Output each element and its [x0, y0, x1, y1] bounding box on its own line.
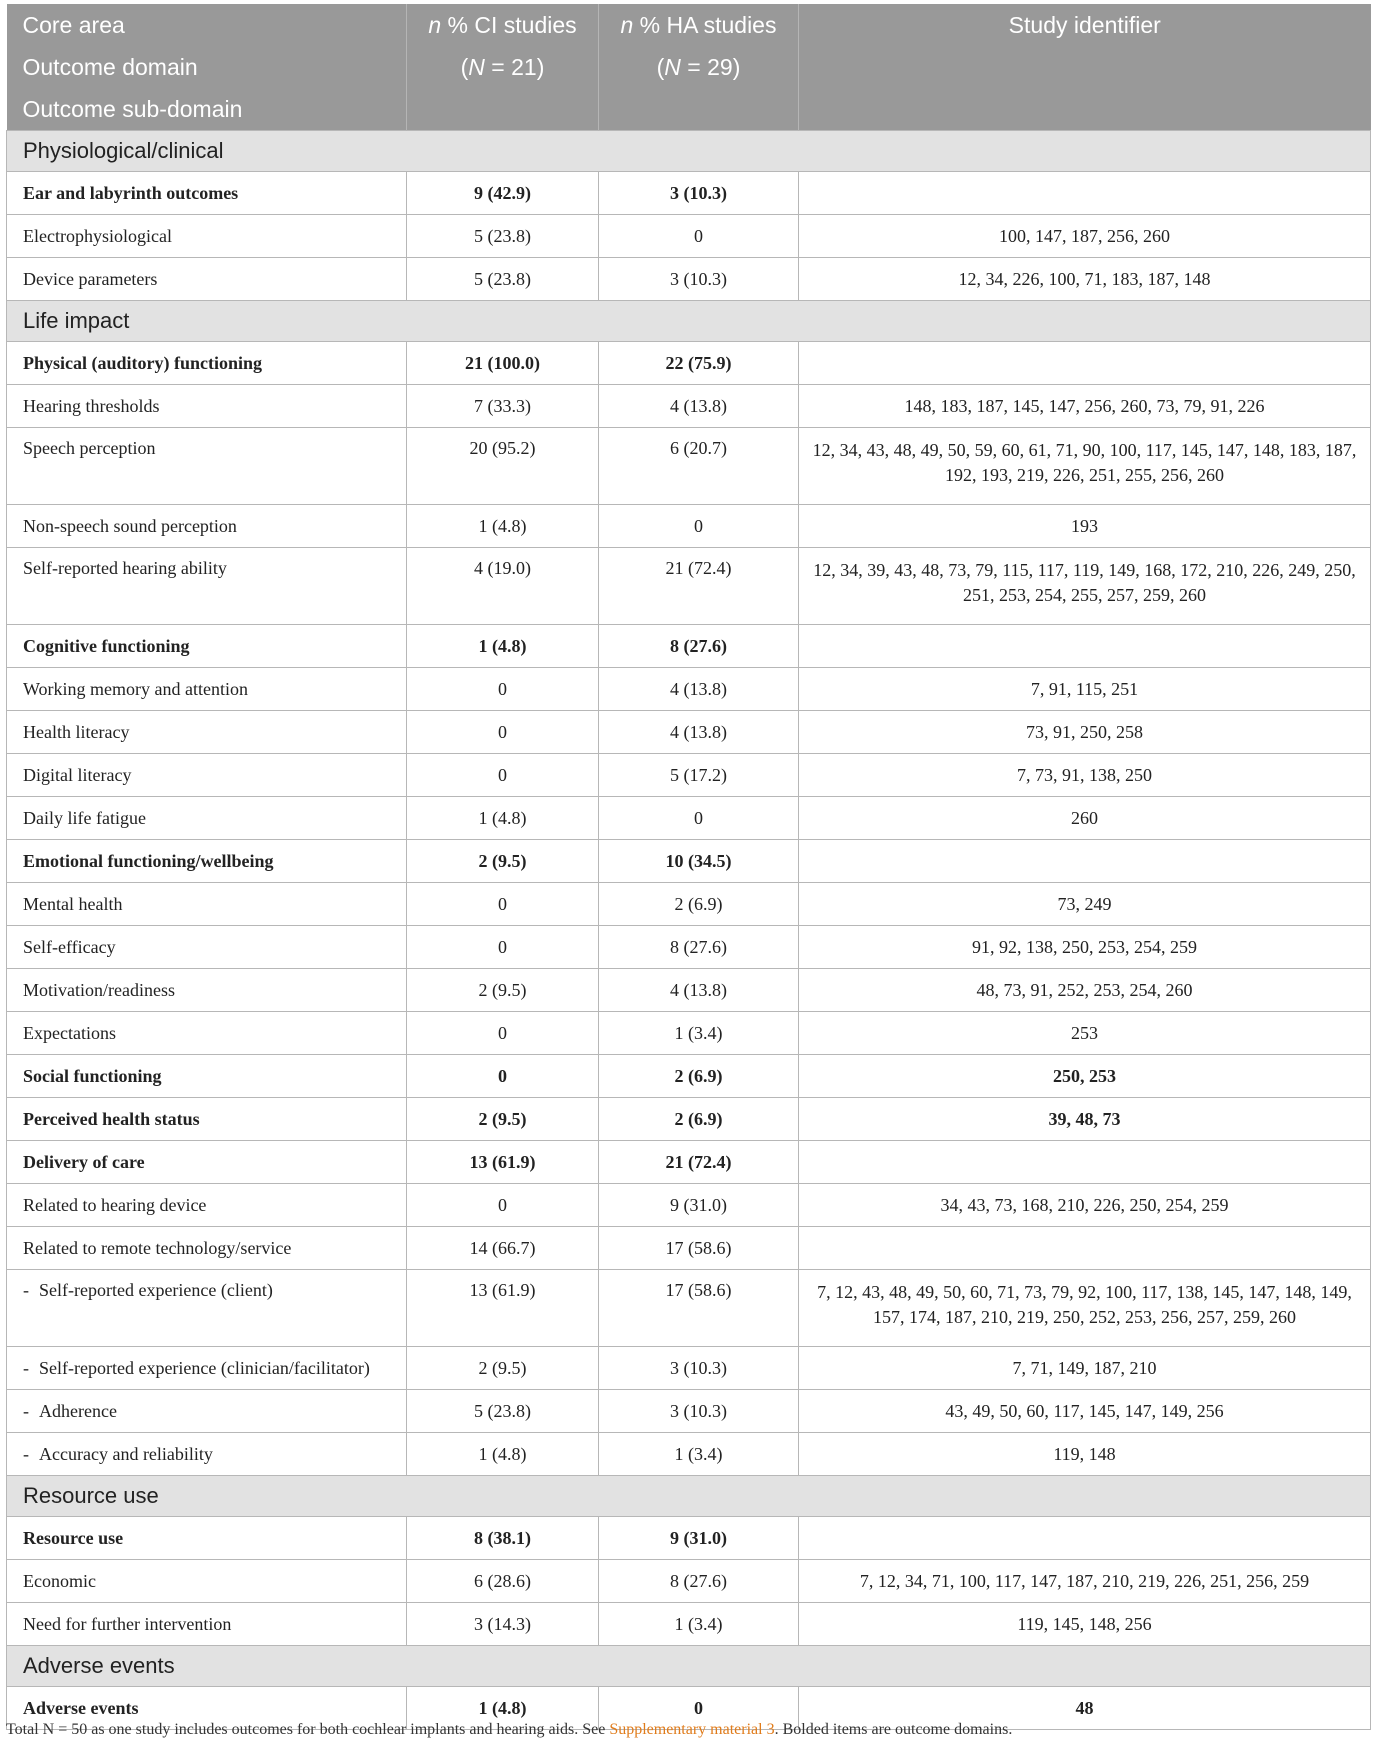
domain-row [7, 342, 1371, 385]
ci-count-cell: 5 (23.8) [407, 215, 599, 258]
subdomain-row [7, 711, 1371, 754]
ha-count-cell: 8 (27.6) [599, 1560, 799, 1603]
subdomain-row [7, 668, 1371, 711]
core-area-label: Adverse events [7, 1646, 1371, 1687]
outcome-domain-label: Emotional functioning/wellbeing [7, 840, 407, 883]
outcome-subdomain-label: Health literacy [7, 711, 407, 754]
study-identifier-cell: 119, 145, 148, 256 [799, 1603, 1371, 1646]
subdomain-row [7, 428, 1371, 505]
subdomain-row [7, 883, 1371, 926]
ha-count-cell: 1 (3.4) [599, 1012, 799, 1055]
outcome-domain-label: Cognitive functioning [7, 625, 407, 668]
header-ci-total: (N = 21) [407, 46, 599, 88]
ci-count-cell: 14 (66.7) [407, 1227, 599, 1270]
section-row [7, 301, 1371, 342]
domain-row [7, 1098, 1371, 1141]
ha-count-cell: 4 (13.8) [599, 385, 799, 428]
header-empty [799, 46, 1371, 88]
core-area-label: Resource use [7, 1476, 1371, 1517]
ci-count-cell: 20 (95.2) [407, 428, 599, 505]
study-identifier-cell [799, 1141, 1371, 1184]
ci-count-cell: 1 (4.8) [407, 625, 599, 668]
ci-count-cell: 0 [407, 883, 599, 926]
ha-count-cell: 9 (31.0) [599, 1517, 799, 1560]
study-identifier-cell: 253 [799, 1012, 1371, 1055]
outcome-subdomain-label: Electrophysiological [7, 215, 407, 258]
ha-count-cell: 17 (58.6) [599, 1270, 799, 1347]
outcome-subdomain-label: Hearing thresholds [7, 385, 407, 428]
study-identifier-cell: 260 [799, 797, 1371, 840]
table-body [7, 131, 1371, 1730]
ci-count-cell: 21 (100.0) [407, 342, 599, 385]
outcome-subdomain-label: Device parameters [7, 258, 407, 301]
ha-count-cell: 8 (27.6) [599, 625, 799, 668]
ci-count-cell: 2 (9.5) [407, 840, 599, 883]
ha-count-cell: 0 [599, 1687, 799, 1730]
outcome-domain-label: Perceived health status [7, 1098, 407, 1141]
ci-count-cell: 1 (4.8) [407, 505, 599, 548]
ci-count-cell: 1 (4.8) [407, 1433, 599, 1476]
domain-row [7, 840, 1371, 883]
ha-count-cell: 0 [599, 215, 799, 258]
ci-count-cell: 0 [407, 754, 599, 797]
domain-row [7, 172, 1371, 215]
domain-row [7, 625, 1371, 668]
ci-count-cell: 1 (4.8) [407, 1687, 599, 1730]
ci-count-cell: 13 (61.9) [407, 1141, 599, 1184]
outcome-subdomain-label: Working memory and attention [7, 668, 407, 711]
subdomain-row [7, 505, 1371, 548]
subdomain-text: Accuracy and reliability [39, 1443, 213, 1464]
ha-count-cell: 2 (6.9) [599, 1098, 799, 1141]
header-empty [799, 88, 1371, 131]
ci-count-cell: 0 [407, 1055, 599, 1098]
subdomain-row [7, 969, 1371, 1012]
study-identifier-cell: 7, 71, 149, 187, 210 [799, 1347, 1371, 1390]
subdomain-text: Self-reported experience (client) [39, 1280, 273, 1300]
ha-count-cell: 21 (72.4) [599, 1141, 799, 1184]
supplementary-material-link[interactable]: Supplementary material 3 [609, 1721, 775, 1738]
footnote-text-end: . Bolded items are outcome domains. [774, 1721, 1013, 1738]
ci-count-cell: 5 (23.8) [407, 1390, 599, 1433]
ci-count-cell: 6 (28.6) [407, 1560, 599, 1603]
ha-count-cell: 3 (10.3) [599, 258, 799, 301]
domain-row [7, 1141, 1371, 1184]
outcome-subdomain-label: Motivation/readiness [7, 969, 407, 1012]
subdomain-row [7, 1184, 1371, 1227]
subdomain-row [7, 1603, 1371, 1646]
ci-count-cell: 0 [407, 1184, 599, 1227]
study-identifier-cell: 148, 183, 187, 145, 147, 256, 260, 73, 79, 91, 226 [799, 385, 1371, 428]
header-empty [407, 88, 599, 131]
study-identifier-cell: 43, 49, 50, 60, 117, 145, 147, 149, 256 [799, 1390, 1371, 1433]
outcome-subdomain-label: Related to remote technology/service [7, 1227, 407, 1270]
header-study-identifier: Study identifier [799, 4, 1371, 46]
study-identifier-cell: 48 [799, 1687, 1371, 1730]
ha-count-cell: 10 (34.5) [599, 840, 799, 883]
ci-count-cell: 0 [407, 926, 599, 969]
outcome-subdomain-label: Related to hearing device [7, 1184, 407, 1227]
ha-count-cell: 2 (6.9) [599, 883, 799, 926]
ci-count-cell: 1 (4.8) [407, 797, 599, 840]
outcome-domain-label: Social functioning [7, 1055, 407, 1098]
ci-count-cell: 0 [407, 668, 599, 711]
ha-count-cell: 1 (3.4) [599, 1603, 799, 1646]
study-identifier-cell: 12, 34, 39, 43, 48, 73, 79, 115, 117, 119, 149, 168, 172, 210, 226, 249, 250, 251, 253, 254, 255, 257, 259, 260 [799, 548, 1371, 625]
subdomain-text: Adherence [39, 1400, 117, 1421]
outcome-subdomain-label: Need for further intervention [7, 1603, 407, 1646]
ha-count-cell: 3 (10.3) [599, 1347, 799, 1390]
ci-count-cell: 2 (9.5) [407, 1347, 599, 1390]
ha-count-cell: 3 (10.3) [599, 172, 799, 215]
section-row [7, 131, 1371, 172]
outcome-domain-label: Adverse events [7, 1687, 407, 1730]
core-area-label: Physiological/clinical [7, 131, 1371, 172]
subdomain-row [7, 1390, 1371, 1433]
ci-count-cell: 9 (42.9) [407, 172, 599, 215]
subdomain-row [7, 1227, 1371, 1270]
ha-count-cell: 3 (10.3) [599, 1390, 799, 1433]
study-identifier-cell [799, 1227, 1371, 1270]
study-identifier-cell: 100, 147, 187, 256, 260 [799, 215, 1371, 258]
header-empty [599, 88, 799, 131]
ha-count-cell: 6 (20.7) [599, 428, 799, 505]
subdomain-row [7, 1347, 1371, 1390]
subdomain-row [7, 1560, 1371, 1603]
study-identifier-cell: 193 [799, 505, 1371, 548]
ha-count-cell: 1 (3.4) [599, 1433, 799, 1476]
list-dash: - [23, 1280, 29, 1300]
footnote-text: Total N = 50 as one study includes outcomes for both cochlear implants and hearing aids. See [6, 1721, 610, 1738]
ha-count-cell: 9 (31.0) [599, 1184, 799, 1227]
outcome-subdomain-label [7, 1347, 407, 1390]
ha-count-cell: 4 (13.8) [599, 668, 799, 711]
subdomain-row [7, 926, 1371, 969]
study-identifier-cell: 12, 34, 226, 100, 71, 183, 187, 148 [799, 258, 1371, 301]
ci-count-cell: 2 (9.5) [407, 1098, 599, 1141]
ci-count-cell: 0 [407, 1012, 599, 1055]
ci-count-cell: 0 [407, 711, 599, 754]
table-header [7, 4, 1371, 131]
ha-count-cell: 8 (27.6) [599, 926, 799, 969]
ci-count-cell: 2 (9.5) [407, 969, 599, 1012]
outcome-subdomain-label: Expectations [7, 1012, 407, 1055]
ha-count-cell: 21 (72.4) [599, 548, 799, 625]
subdomain-row [7, 1270, 1371, 1347]
ha-count-cell: 4 (13.8) [599, 711, 799, 754]
list-dash: - [23, 1400, 29, 1421]
subdomain-row [7, 754, 1371, 797]
outcome-subdomain-label: Self-reported hearing ability [7, 548, 407, 625]
study-identifier-cell [799, 342, 1371, 385]
subdomain-row [7, 258, 1371, 301]
header-ha-total: (N = 29) [599, 46, 799, 88]
outcome-subdomain-label: Economic [7, 1560, 407, 1603]
ha-count-cell: 5 (17.2) [599, 754, 799, 797]
study-identifier-cell: 34, 43, 73, 168, 210, 226, 250, 254, 259 [799, 1184, 1371, 1227]
outcome-subdomain-label: Digital literacy [7, 754, 407, 797]
header-row-1 [7, 4, 1371, 46]
outcome-domain-label: Ear and labyrinth outcomes [7, 172, 407, 215]
outcome-subdomain-label: Daily life fatigue [7, 797, 407, 840]
table-container [6, 4, 1370, 1730]
study-identifier-cell: 12, 34, 43, 48, 49, 50, 59, 60, 61, 71, 90, 100, 117, 145, 147, 148, 183, 187, 192, 193, 219, 226, 251, 255, 256, 260 [799, 428, 1371, 505]
section-row [7, 1646, 1371, 1687]
study-identifier-cell: 48, 73, 91, 252, 253, 254, 260 [799, 969, 1371, 1012]
study-identifier-cell [799, 840, 1371, 883]
study-identifier-cell: 250, 253 [799, 1055, 1371, 1098]
header-core-area: Core area [7, 4, 407, 46]
subdomain-row [7, 215, 1371, 258]
outcome-subdomain-label: Non-speech sound perception [7, 505, 407, 548]
study-identifier-cell [799, 1517, 1371, 1560]
study-identifier-cell: 39, 48, 73 [799, 1098, 1371, 1141]
subdomain-row [7, 1433, 1371, 1476]
ha-count-cell: 0 [599, 505, 799, 548]
header-ha-studies: n % HA studies [599, 4, 799, 46]
outcome-subdomain-label: Self-efficacy [7, 926, 407, 969]
ci-count-cell: 4 (19.0) [407, 548, 599, 625]
study-identifier-cell: 73, 249 [799, 883, 1371, 926]
study-identifier-cell [799, 172, 1371, 215]
table-footnote [6, 1721, 1370, 1739]
domain-row [7, 1517, 1371, 1560]
ci-count-cell: 7 (33.3) [407, 385, 599, 428]
study-identifier-cell: 91, 92, 138, 250, 253, 254, 259 [799, 926, 1371, 969]
study-identifier-cell: 7, 73, 91, 138, 250 [799, 754, 1371, 797]
header-outcome-subdomain: Outcome sub-domain [7, 88, 407, 131]
study-identifier-cell: 7, 12, 43, 48, 49, 50, 60, 71, 73, 79, 92, 100, 117, 138, 145, 147, 148, 149, 157, 174, 187, 210, 219, 250, 252, 253, 256, 257, 259, 260 [799, 1270, 1371, 1347]
subdomain-text: Self-reported experience (clinician/facilitator) [39, 1357, 370, 1378]
ha-count-cell: 2 (6.9) [599, 1055, 799, 1098]
ci-count-cell: 5 (23.8) [407, 258, 599, 301]
header-outcome-domain: Outcome domain [7, 46, 407, 88]
ci-count-cell: 3 (14.3) [407, 1603, 599, 1646]
header-row-3 [7, 88, 1371, 131]
domain-row [7, 1055, 1371, 1098]
study-identifier-cell: 73, 91, 250, 258 [799, 711, 1371, 754]
subdomain-row [7, 548, 1371, 625]
outcome-subdomain-label [7, 1270, 407, 1347]
section-row [7, 1476, 1371, 1517]
outcome-subdomain-label [7, 1390, 407, 1433]
ci-count-cell: 8 (38.1) [407, 1517, 599, 1560]
study-identifier-cell: 7, 91, 115, 251 [799, 668, 1371, 711]
list-dash: - [23, 1443, 29, 1464]
header-ci-studies: n % CI studies [407, 4, 599, 46]
study-identifier-cell [799, 625, 1371, 668]
list-dash: - [23, 1357, 29, 1378]
ha-count-cell: 22 (75.9) [599, 342, 799, 385]
ha-count-cell: 4 (13.8) [599, 969, 799, 1012]
outcome-domain-label: Physical (auditory) functioning [7, 342, 407, 385]
header-row-2 [7, 46, 1371, 88]
study-identifier-cell: 119, 148 [799, 1433, 1371, 1476]
subdomain-row [7, 1012, 1371, 1055]
ha-count-cell: 0 [599, 797, 799, 840]
outcomes-table [6, 4, 1371, 1730]
core-area-label: Life impact [7, 301, 1371, 342]
ha-count-cell: 17 (58.6) [599, 1227, 799, 1270]
outcome-domain-label: Resource use [7, 1517, 407, 1560]
subdomain-row [7, 797, 1371, 840]
outcome-subdomain-label: Mental health [7, 883, 407, 926]
study-identifier-cell: 7, 12, 34, 71, 100, 117, 147, 187, 210, 219, 226, 251, 256, 259 [799, 1560, 1371, 1603]
outcome-subdomain-label: Speech perception [7, 428, 407, 505]
subdomain-row [7, 385, 1371, 428]
ci-count-cell: 13 (61.9) [407, 1270, 599, 1347]
outcome-domain-label: Delivery of care [7, 1141, 407, 1184]
outcome-subdomain-label [7, 1433, 407, 1476]
